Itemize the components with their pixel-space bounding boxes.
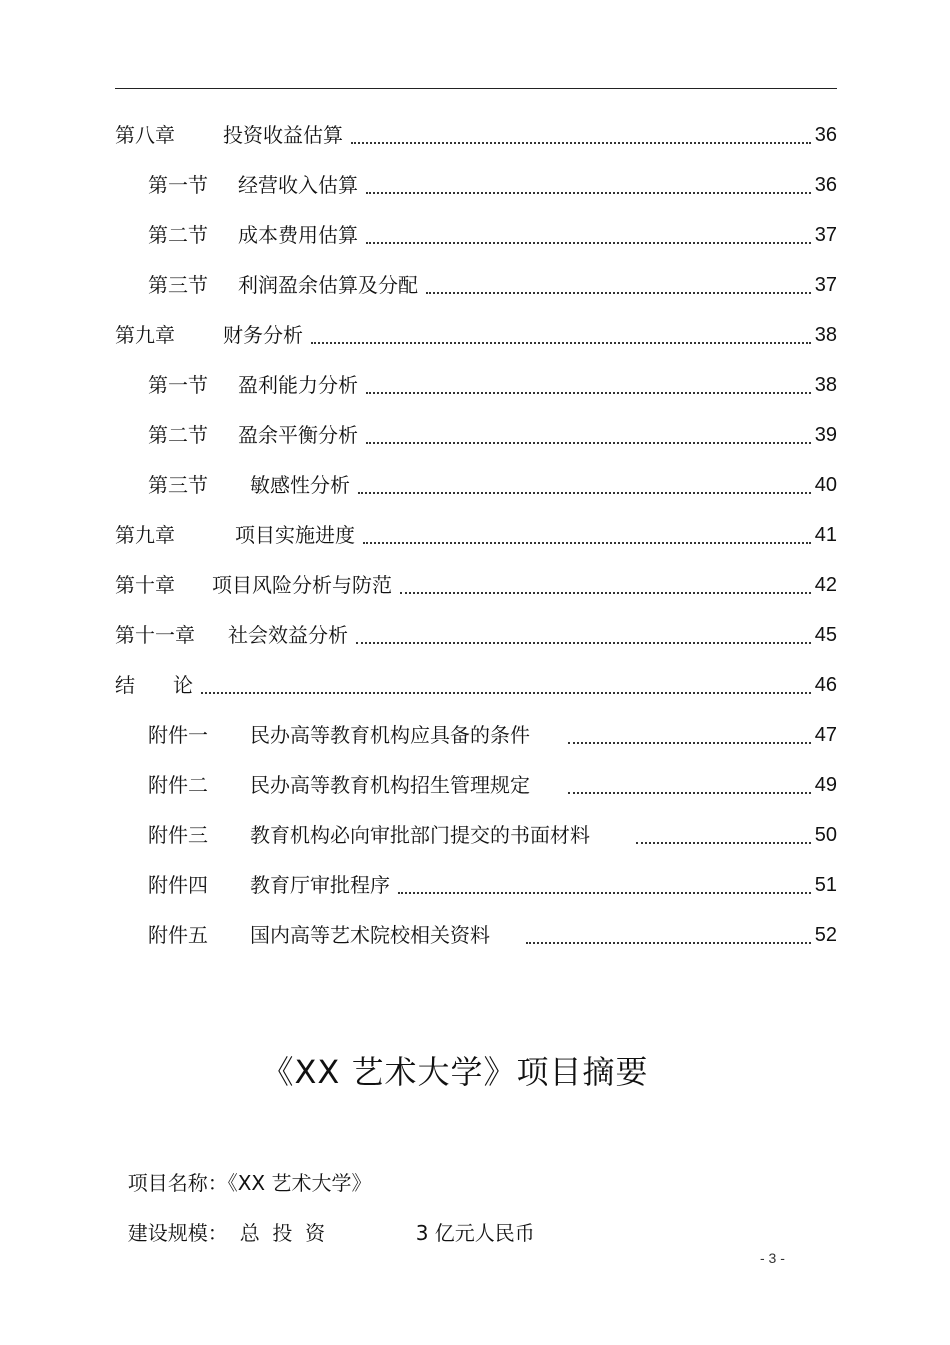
toc-entry-number: 第一节 [148,373,208,397]
toc-entry-page: 49 [814,774,837,796]
toc-entry-page: 36 [814,174,837,196]
toc-entry-number: 结 [115,673,135,697]
toc-entry-page: 38 [814,374,837,396]
toc-entry-page: 46 [814,674,837,696]
toc-entry[interactable] [115,520,837,550]
toc-entry-number: 第八章 [115,123,175,147]
toc-entry-title: 盈利能力分析 [238,373,358,397]
toc-entry-title: 投资收益估算 [223,123,343,147]
toc-entry-page: 36 [814,124,837,146]
toc-entry[interactable] [148,820,837,850]
toc-entry[interactable] [148,370,837,400]
toc-entry[interactable] [148,870,837,900]
toc-entry-number: 第十一章 [115,623,195,647]
toc-entry[interactable] [115,320,837,350]
toc-leader-dots [366,392,811,394]
header-rule [115,88,837,89]
page-number: - 3 - [760,1250,785,1266]
toc-entry-title: 项目风险分析与防范 [212,573,392,597]
toc-entry[interactable] [115,620,837,650]
toc-entry-title: 民办高等教育机构应具备的条件 [250,723,530,747]
toc-entry-page: 50 [814,824,837,846]
toc-entry-number: 第九章 [115,323,175,347]
project-name-value: 《XX 艺术大学》 [227,1171,372,1195]
construction-scale-label: 建设规模： [127,1221,228,1245]
toc-entry-number: 附件三 [148,823,208,847]
toc-entry[interactable] [148,420,837,450]
toc-entry-number: 第九章 [115,523,175,547]
toc-leader-dots [366,192,811,194]
toc-entry-number: 附件二 [148,773,208,797]
toc-entry-title: 利润盈余估算及分配 [238,273,418,297]
toc-entry[interactable] [148,720,837,750]
toc-entry-title: 敏感性分析 [250,473,350,497]
toc-entry[interactable] [148,770,837,800]
toc-entry-number: 附件四 [148,873,208,897]
toc-leader-dots [636,842,811,844]
toc-entry-number: 附件五 [148,923,208,947]
toc-leader-dots [398,892,811,894]
toc-entry-title: 成本费用估算 [238,223,358,247]
toc-entry-title: 盈余平衡分析 [238,423,358,447]
toc-entry-number: 第三节 [148,273,208,297]
toc-entry-page: 39 [814,424,837,446]
toc-entry-number: 第二节 [148,223,208,247]
toc-entry-page: 51 [814,874,837,896]
toc-entry-page: 40 [814,474,837,496]
toc-entry-title: 教育机构必向审批部门提交的书面材料 [250,823,590,847]
toc-entry-number: 第十章 [115,573,175,597]
toc-leader-dots [568,742,811,744]
toc-entry-page: 47 [814,724,837,746]
toc-entry[interactable] [148,170,837,200]
toc-entry-page: 38 [814,324,837,346]
toc-entry[interactable] [115,120,837,150]
toc-entry-title: 经营收入估算 [238,173,358,197]
toc-entry-title: 财务分析 [223,323,303,347]
toc-entry[interactable] [115,670,837,700]
toc-entry[interactable] [148,220,837,250]
toc-leader-dots [311,342,811,344]
toc-entry-page: 41 [814,524,837,546]
toc-entry[interactable] [148,470,837,500]
toc-leader-dots [400,592,811,594]
toc-leader-dots [568,792,811,794]
toc-entry-number: 第三节 [148,473,208,497]
toc-leader-dots [426,292,811,294]
toc-leader-dots [526,942,811,944]
toc-entry-title: 教育厅审批程序 [250,873,390,897]
construction-scale-field [115,1188,535,1248]
toc-leader-dots [366,242,811,244]
toc-entry-title: 民办高等教育机构招生管理规定 [250,773,530,797]
project-name-label: 项目名称： [127,1171,228,1195]
toc-leader-dots [356,642,811,644]
total-investment-value: 3 亿元人民币 [415,1221,535,1245]
toc-leader-dots [363,542,811,544]
toc-entry-page: 37 [814,274,837,296]
toc-entry-page: 42 [814,574,837,596]
toc-entry-number: 第二节 [148,423,208,447]
summary-title: 《XX 艺术大学》项目摘要 [261,1053,649,1091]
toc-entry-number: 附件一 [148,723,208,747]
toc-leader-dots [358,492,811,494]
total-investment-label: 总 投 资 [239,1221,326,1245]
toc-leader-dots [201,692,811,694]
toc-entry-page: 52 [814,924,837,946]
toc-entry-title: 国内高等艺术院校相关资料 [250,923,490,947]
toc-entry-page: 45 [814,624,837,646]
toc-entry-title: 项目实施进度 [235,523,355,547]
toc-leader-dots [351,142,811,144]
toc-entry-page: 37 [814,224,837,246]
toc-entry-title: 社会效益分析 [228,623,348,647]
toc-leader-dots [366,442,811,444]
toc-entry[interactable] [148,920,837,950]
toc-entry-number: 第一节 [148,173,208,197]
toc-entry-title: 论 [173,673,193,697]
toc-entry[interactable] [115,570,837,600]
toc-entry[interactable] [148,270,837,300]
